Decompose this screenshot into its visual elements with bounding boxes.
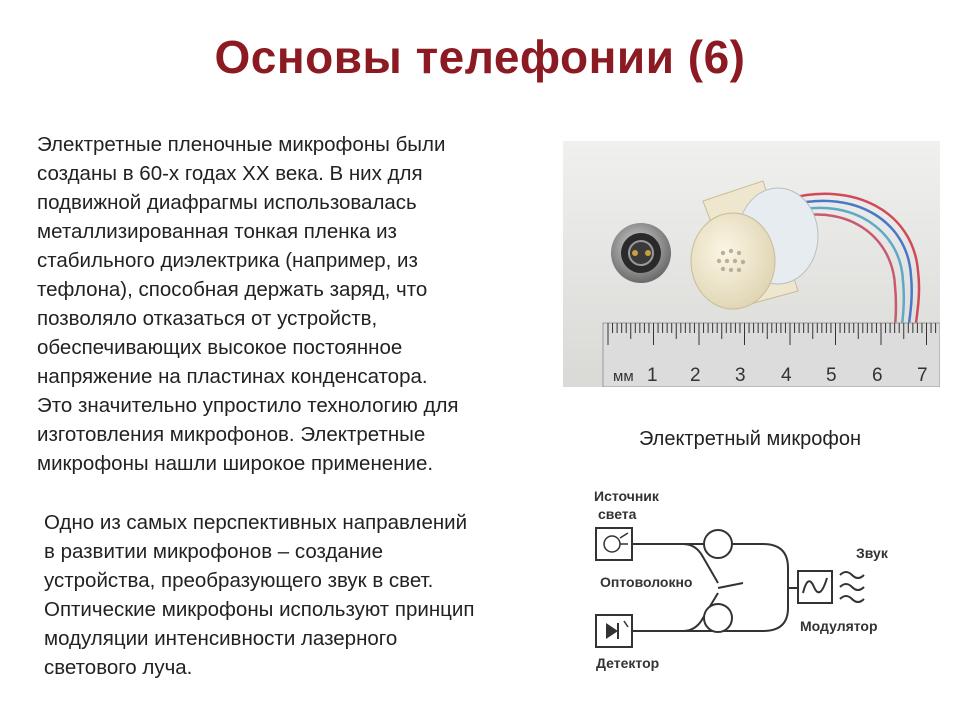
- paragraph-electret: [37, 130, 547, 478]
- detector-icon: [596, 615, 632, 647]
- text-line: Это значительно упростило технологию для: [37, 394, 459, 417]
- sound-waves-icon: [840, 572, 864, 602]
- text-line: модуляции интенсивности лазерного: [44, 627, 398, 650]
- detector-label: Детектор: [596, 655, 660, 671]
- text-line: созданы в 60-х годах XX века. В них для: [37, 162, 423, 185]
- text-line: обеспечивающих высокое постоянное: [37, 336, 403, 359]
- source-label-line2: света: [598, 506, 637, 522]
- text-line: Одно из самых перспективных направлений: [44, 511, 468, 534]
- ruler-number: 5: [826, 365, 837, 386]
- ruler-number: 6: [872, 365, 883, 386]
- electret-microphone-photo: [563, 141, 940, 387]
- light-source-icon: [596, 528, 632, 560]
- text-line: позволяло отказаться от устройств,: [37, 307, 378, 330]
- text-line: в развитии микрофонов – создание: [44, 540, 384, 563]
- ruler-number: 4: [781, 365, 792, 386]
- fiber-coil-icon: [704, 604, 732, 632]
- optical-microphone-diagram: [588, 483, 918, 683]
- sound-label: Звук: [856, 545, 888, 561]
- ruler-number: 1: [647, 365, 658, 386]
- slide-title: Основы телефонии (6): [214, 31, 746, 83]
- modulator-icon: [798, 571, 832, 603]
- paragraph-optical: [44, 508, 564, 682]
- text-line: изготовления микрофонов. Электретные: [37, 423, 426, 446]
- text-line: металлизированная тонкая пленка из: [37, 220, 397, 243]
- ruler-number: 7: [917, 365, 928, 386]
- text-line: светового луча.: [44, 656, 193, 679]
- ruler-unit: мм: [613, 368, 634, 385]
- text-line: Электретные пленочные микрофоны были: [37, 133, 446, 156]
- text-line: тефлона), способная держать заряд, что: [37, 278, 428, 301]
- ruler-number: 3: [735, 365, 746, 386]
- text-line: подвижной диафрагмы использовалась: [37, 191, 417, 214]
- source-label: Источник: [594, 488, 659, 504]
- fiber-label: Оптоволокно: [600, 574, 693, 590]
- photo-caption: Электретный микрофон: [638, 428, 862, 450]
- text-line: устройства, преобразующего звук в свет.: [44, 569, 434, 592]
- text-line: напряжение на пластинах конденсатора.: [37, 365, 428, 388]
- text-line: стабильного диэлектрика (например, из: [37, 249, 418, 272]
- text-line: Оптические микрофоны используют принцип: [44, 598, 475, 621]
- fiber-coil-icon: [704, 530, 732, 558]
- text-line: микрофоны нашли широкое применение.: [37, 452, 434, 475]
- ruler-number: 2: [690, 365, 701, 386]
- modulator-label: Модулятор: [800, 618, 878, 634]
